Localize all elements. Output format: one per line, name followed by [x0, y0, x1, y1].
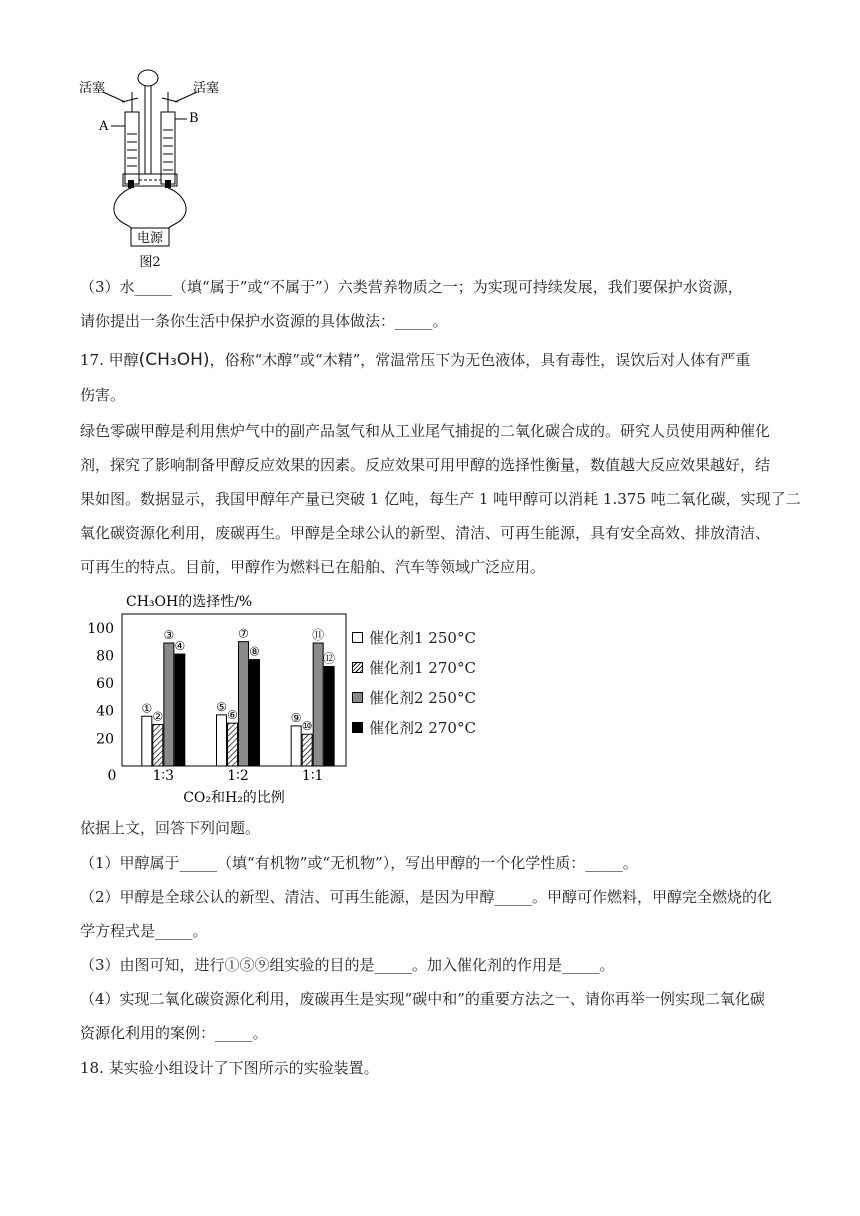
left-stopcock-label: 活塞 [79, 81, 106, 96]
q17-question-2-line2: 学方程式是_____。 [80, 922, 208, 940]
origin-label: 0 [107, 768, 117, 784]
bar [324, 667, 334, 766]
bar-data-label: ① [141, 701, 153, 716]
right-stopcock-label: 活塞 [193, 81, 220, 96]
power-source-label: 电源 [136, 231, 164, 246]
liquid-lines [127, 130, 173, 174]
tube-b-label: B [189, 111, 199, 126]
chart-title: CH₃OH的选择性/% [126, 594, 253, 610]
figure-caption: 图2 [139, 255, 161, 270]
legend-item-cat1-270 [352, 652, 476, 682]
legend-swatch-white [352, 632, 363, 643]
q17-intro-line1 [80, 350, 750, 370]
bar [228, 723, 238, 766]
q17-number: 17. [80, 351, 104, 369]
bar [250, 660, 260, 766]
bar [217, 715, 227, 766]
bar [291, 726, 301, 766]
legend-label: 催化剂1 270°C [369, 658, 476, 677]
chart-legend [352, 622, 476, 742]
bar-data-label: ⑥ [227, 708, 238, 723]
q17-lead: 甲醇 [108, 351, 139, 369]
legend-swatch-hatched [352, 662, 363, 673]
legend-label: 催化剂2 250°C [369, 688, 476, 707]
legend-label: 催化剂2 270°C [369, 718, 476, 737]
methanol-formula: (CH₃OH) [138, 350, 210, 370]
chart-xlabel: CO₂和H₂的比例 [183, 790, 285, 806]
apparatus-drawing [75, 64, 235, 274]
bar [239, 642, 249, 766]
q17-question-2-line1: （2）甲醇是全球公认的新型、清洁、可再生能源，是因为甲醇_____。甲醇可作燃料，甲醇完全燃烧的化 [80, 888, 773, 906]
bar [153, 725, 163, 766]
y-tick-label: 20 [96, 731, 114, 748]
bar-data-label: ⑦ [238, 626, 249, 641]
x-category-label: 1∶2 [227, 768, 249, 784]
y-tick-label: 80 [96, 648, 114, 665]
q17-after-chart: 依据上文，回答下列问题。 [80, 819, 261, 837]
legend-item-cat2-250 [352, 682, 476, 712]
q17-para-line3: 果如图。数据显示，我国甲醇年产量已突破 1 亿吨，每生产 1 吨甲醇可以消耗 1.375 吨二氧化碳，实现了二 [80, 490, 801, 508]
legend-swatch-black [352, 722, 363, 733]
q17-para-line5: 可再生的特点。目前，甲醇作为燃料已在船舶、汽车等领域广泛应用。 [80, 558, 546, 576]
bar-data-label: ⑤ [216, 699, 227, 714]
legend-item-cat2-270 [352, 712, 476, 742]
y-tick-label: 100 [87, 620, 114, 637]
q18-text: 18. 某实验小组设计了下图所示的实验装置。 [80, 1059, 379, 1077]
q16-3-line2: 请你提出一条你生活中保护水资源的具体做法：_____。 [80, 312, 448, 330]
bar [164, 643, 174, 766]
bar-data-label: ⑨ [290, 710, 302, 725]
y-tick-label: 40 [96, 703, 114, 720]
legend-swatch-gray [352, 692, 363, 703]
q17-para-line4: 氧化碳资源化利用，废碳再生。甲醇是全球公认的新型、清洁、可再生能源，具有安全高效、排放清洁、 [80, 524, 771, 542]
bar-data-label: ④ [174, 639, 186, 654]
bar-data-label: ⑧ [249, 644, 260, 659]
q17-para-line1: 绿色零碳甲醇是利用焦炉气中的副产品氢气和从工业尾气捕捉的二氧化碳合成的。研究人员使用两种催化 [80, 422, 771, 440]
electrolysis-apparatus-figure [75, 64, 235, 274]
bar-data-label: ⑩ [301, 719, 313, 734]
bar [175, 654, 185, 766]
x-category-label: 1∶3 [152, 768, 175, 784]
bar-data-label: ② [152, 709, 164, 724]
q16-3-line1: （3）水_____（填“属于”或“不属于”）六类营养物质之一；为实现可持续发展，我们要保护水资源， [80, 278, 743, 296]
q17-question-1: （1）甲醇属于_____（填“有机物”或“无机物”），写出甲醇的一个化学性质：_____。 [80, 854, 638, 872]
legend-label: 催化剂1 250°C [369, 628, 476, 647]
tube-a-label: A [99, 119, 109, 134]
q17-lead-rest: ，俗称“木醇”或“木精”，常温常压下为无色液体，具有毒性，误饮后对人体有严重 [209, 351, 751, 369]
bar [302, 734, 312, 766]
bar-data-label: ③ [163, 628, 175, 643]
q17-para-line2: 剂，探究了影响制备甲醇反应效果的因素。反应效果可用甲醇的选择性衡量，数值越大反应效果越好，结 [80, 456, 771, 474]
y-tick-label: 60 [96, 676, 114, 693]
bar [142, 716, 152, 766]
q17-question-4-line1: （4）实现二氧化碳资源化利用，废碳再生是实现“碳中和”的重要方法之一、请你再举一例实现二氧化碳 [80, 990, 765, 1008]
q17-question-4-line2: 资源化利用的案例：_____。 [80, 1024, 268, 1042]
q17-intro-line2: 伤害。 [80, 386, 126, 404]
q17-question-3: （3）由图可知，进行①⑤⑨组实验的目的是_____。加入催化剂的作用是_____。 [80, 956, 615, 974]
bar-data-label: ⑫ [323, 651, 336, 666]
legend-item-cat1-250 [352, 622, 476, 652]
bar [313, 643, 323, 766]
x-category-label: 1∶1 [301, 768, 324, 784]
bar-data-label: ⑪ [312, 628, 325, 643]
